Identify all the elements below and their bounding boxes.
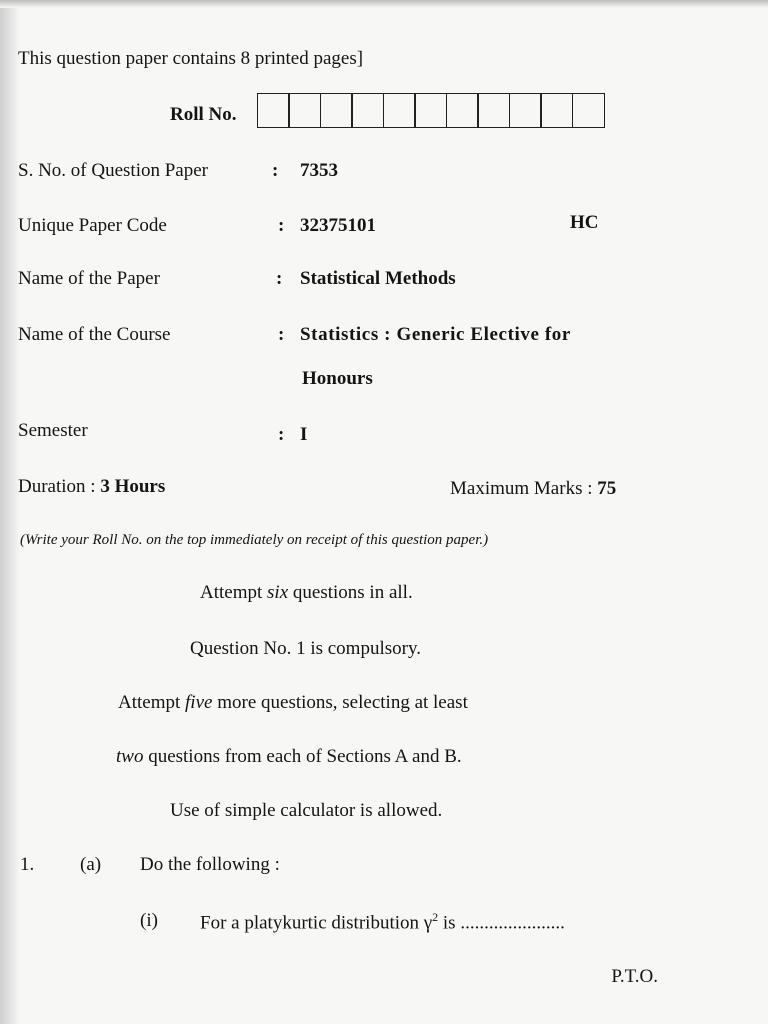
meta-value-sno: 7353 [300,160,338,181]
meta-colon: : [272,160,279,181]
roll-digit-box [414,93,447,128]
roll-digit-box [477,93,510,128]
roll-digit-box [446,93,479,128]
roll-digit-box [288,93,321,128]
meta-colon: : [278,424,285,445]
roll-digit-box [540,93,573,128]
meta-value-semester: I [300,424,308,445]
meta-label-upc: Unique Paper Code [18,215,167,236]
code-tag: HC [570,212,599,233]
page-left-shadow [0,0,20,1024]
meta-colon: : [276,268,283,289]
question-number: 1. [20,854,35,875]
rule-line-2: Question No. 1 is compulsory. [190,638,421,659]
roll-digit-box [509,93,542,128]
meta-value-course-2: Honours [302,368,373,389]
pto-label: P.T.O. [611,966,658,987]
meta-colon: : [278,215,285,236]
subquestion-text: For a platykurtic distribution $\gamma^2$ is ...................... [200,910,565,934]
roll-digit-box [257,93,290,128]
roll-digit-box [572,93,605,128]
roll-digit-box [383,93,416,128]
roll-digit-box [320,93,353,128]
rule-line-4: two questions from each of Sections A and B. [116,746,462,767]
roll-digit-box [351,93,384,128]
question-part-text: Do the following : [140,854,280,875]
meta-value-upc: 32375101 [300,215,376,236]
meta-label-semester: Semester [18,420,88,441]
subquestion-number: (i) [140,910,158,931]
meta-value-course: Statistics : Generic Elective for [300,324,571,345]
rule-line-1: Attempt six questions in all. [200,582,413,603]
duration: Duration : 3 Hours [18,476,166,497]
roll-label: Roll No. [170,104,237,125]
question-part: (a) [80,854,102,875]
meta-label-paper: Name of the Paper [18,268,160,289]
meta-label-sno: S. No. of Question Paper [18,160,208,181]
rule-line-5: Use of simple calculator is allowed. [170,800,443,821]
meta-value-paper: Statistical Methods [300,268,456,289]
pages-note: This question paper contains 8 printed pages] [18,48,364,69]
meta-colon: : [278,324,285,345]
rule-line-3: Attempt five more questions, selecting at least [118,692,468,713]
page-top-shadow [0,0,768,8]
meta-label-course: Name of the Course [18,324,171,345]
roll-instruction: (Write your Roll No. on the top immediately on receipt of this question paper.) [20,532,489,548]
roll-number-boxes [258,93,605,128]
max-marks: Maximum Marks : 75 [450,478,617,499]
